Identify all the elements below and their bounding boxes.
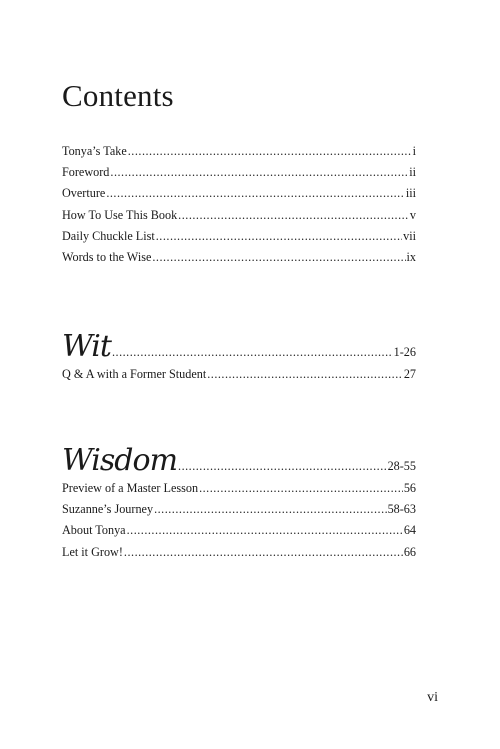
dot-leader bbox=[112, 345, 393, 360]
toc-entry-label: Foreword bbox=[62, 165, 110, 180]
section-heading-wit[interactable] bbox=[62, 330, 416, 364]
dot-leader bbox=[178, 459, 387, 474]
toc-entry-page: 66 bbox=[403, 544, 416, 559]
section-heading-label: Wit bbox=[62, 329, 111, 364]
section-heading-wisdom[interactable] bbox=[62, 444, 416, 478]
section-heading-page: 1-26 bbox=[393, 345, 416, 359]
toc-entry-label: Let it Grow! bbox=[62, 544, 123, 559]
toc-entry-label: Preview of a Master Lesson bbox=[62, 481, 199, 495]
toc-entry[interactable] bbox=[62, 542, 416, 563]
dot-leader bbox=[199, 478, 403, 499]
contents-page bbox=[62, 0, 416, 749]
toc-entry-page: vii bbox=[403, 228, 416, 243]
toc-entry-label: About Tonya bbox=[62, 523, 126, 538]
front-matter-list bbox=[62, 141, 416, 268]
toc-entry[interactable] bbox=[62, 520, 416, 541]
toc-entry[interactable] bbox=[62, 499, 416, 520]
toc-entry-page: 27 bbox=[403, 367, 416, 381]
toc-entry-page: v bbox=[409, 207, 416, 222]
dot-leader bbox=[154, 499, 387, 520]
dot-leader bbox=[152, 247, 405, 268]
toc-entry-page: 64 bbox=[403, 523, 416, 538]
toc-entry-label: Tonya’s Take bbox=[62, 144, 127, 158]
toc-entry-label: Q & A with a Former Student bbox=[62, 367, 207, 381]
dot-leader bbox=[124, 542, 403, 563]
toc-entry[interactable] bbox=[62, 162, 416, 183]
dot-leader bbox=[128, 141, 412, 162]
page-title: Contents bbox=[62, 78, 174, 113]
dot-leader bbox=[106, 183, 405, 204]
toc-entry-page: 58-63 bbox=[387, 502, 416, 517]
toc-entry-label: Daily Chuckle List bbox=[62, 228, 155, 243]
toc-entry[interactable] bbox=[62, 364, 416, 385]
toc-entry-label: Overture bbox=[62, 186, 106, 201]
toc-entry[interactable] bbox=[62, 205, 416, 226]
toc-entry-page: iii bbox=[405, 186, 416, 201]
toc-entry-page: ii bbox=[409, 165, 416, 180]
dot-leader bbox=[127, 520, 403, 541]
toc-entry[interactable] bbox=[62, 478, 416, 499]
toc-entry[interactable] bbox=[62, 141, 416, 162]
toc-entry[interactable] bbox=[62, 183, 416, 204]
dot-leader bbox=[110, 162, 408, 183]
section-heading-page: 28-55 bbox=[387, 459, 416, 473]
page-number: vi bbox=[427, 690, 438, 705]
dot-leader bbox=[207, 364, 403, 385]
section-heading-label: Wisdom bbox=[62, 443, 178, 478]
toc-entry-label: How To Use This Book bbox=[62, 207, 178, 222]
toc-entry-page: ix bbox=[406, 249, 416, 264]
toc-entry-label: Suzanne’s Journey bbox=[62, 502, 154, 517]
toc-entry-page: 56 bbox=[403, 481, 416, 495]
toc-entry[interactable] bbox=[62, 226, 416, 247]
dot-leader bbox=[178, 205, 409, 226]
wisdom-section bbox=[62, 444, 416, 563]
toc-entry-label: Words to the Wise bbox=[62, 249, 152, 264]
wit-section bbox=[62, 330, 416, 385]
toc-entry[interactable] bbox=[62, 247, 416, 268]
dot-leader bbox=[156, 226, 402, 247]
toc-entry-page: i bbox=[412, 144, 416, 158]
